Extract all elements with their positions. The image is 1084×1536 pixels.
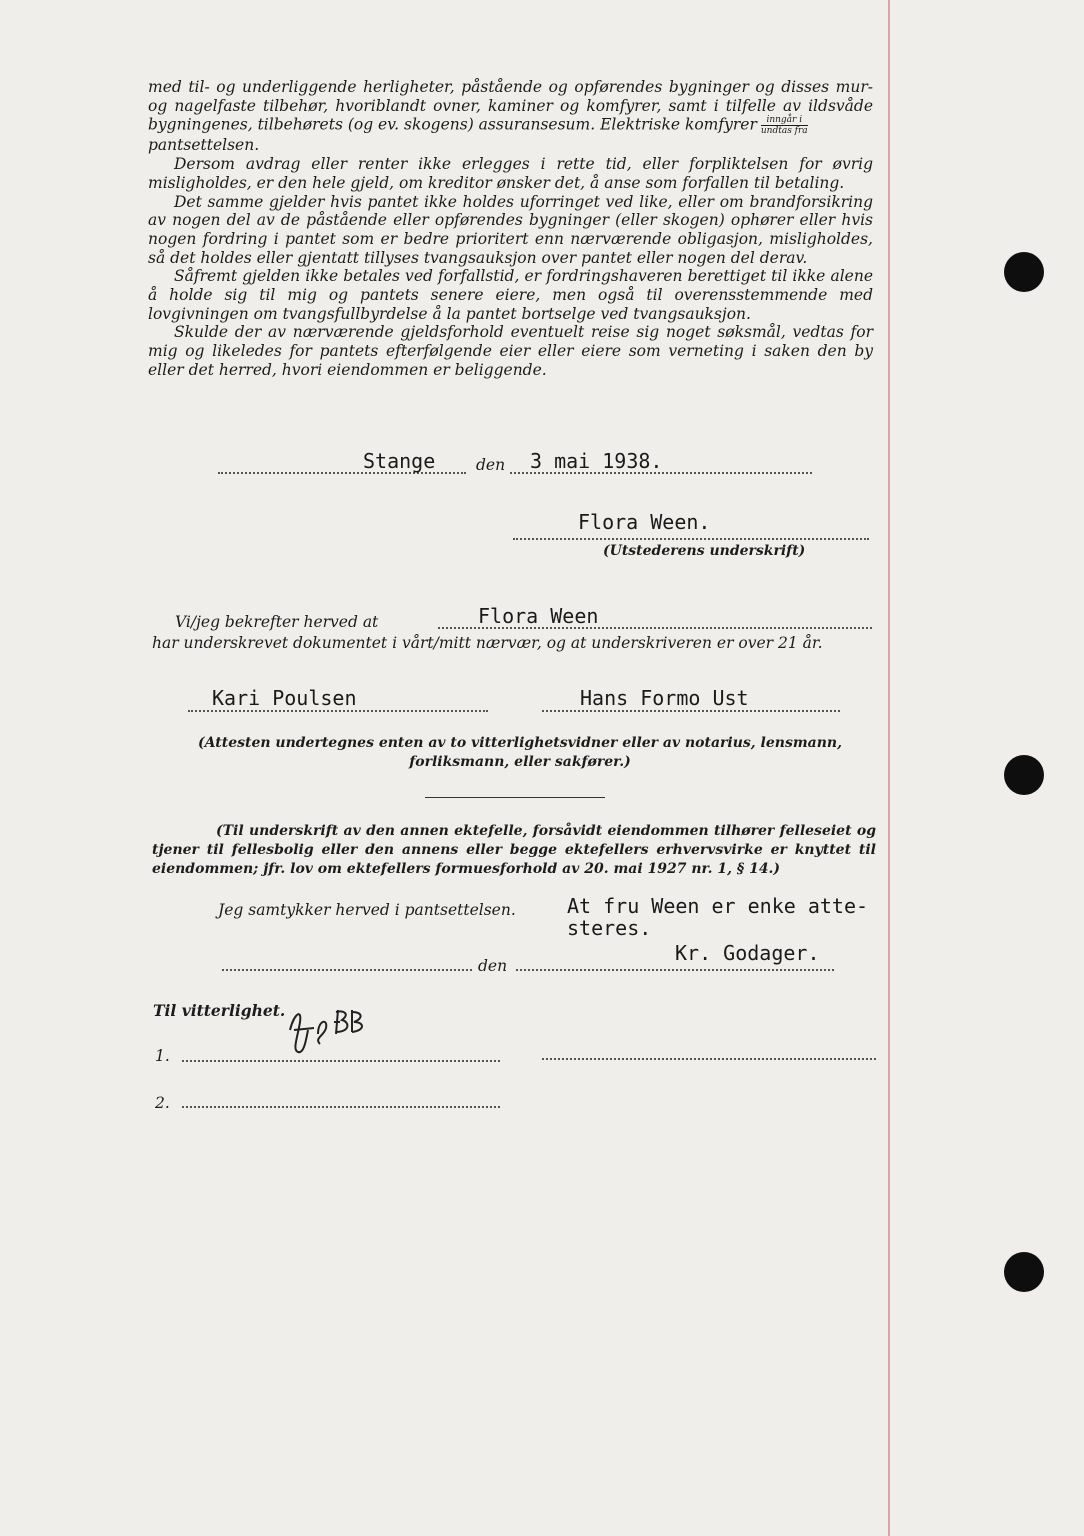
margin-rule bbox=[888, 0, 890, 1536]
consent-place-line bbox=[222, 969, 472, 971]
vitterlighet-handwriting bbox=[284, 1000, 374, 1058]
witness-right: Hans Formo Ust bbox=[580, 686, 749, 710]
issuer-signature: Flora Ween. bbox=[578, 510, 711, 534]
separator-rule bbox=[425, 797, 605, 798]
spouse-note: (Til underskrift av den annen ektefelle, forsåvidt eiendommen tilhører felleseiet og tjener til fellesbolig eller den annens eller begge ektefellers erhvervsvirke er knyttet til eiendommen; jfr. lov om ektefellers formuesforhold av 20. mai 1927 nr. 1, § 14.) bbox=[152, 823, 876, 877]
witness-number-2: 2. bbox=[155, 1094, 170, 1112]
paragraph-3: Det samme gjelder hvis pantet ikke holdes uforringet ved like, eller om brandforsikring av nogen del av de påstående eller opførendes bygninger (eller skogen) ophører eller hvis nogen fordring i pantet som er bedre prioritert enn nærværende obligasjon, misligholdes, så det holdes eller gjentatt tillyses tvangsauksjon over pantet eller nogen del derav. bbox=[148, 192, 873, 267]
paragraph-1: med til- og underliggende herligheter, påstående og opførendes bygninger og disses mur- og nagelfaste tilbehør, hvoriblandt ovner, kaminer og komfyrer, samt i tilfelle av ildsvåde bygningenes, tilbehørets (og ev. skogens) assuransesum. Elektriske komfyrer $\frac{\text{inngår i}}{\text{undtas fra}}$ bbox=[148, 78, 873, 137]
witness-number-1: 1. bbox=[155, 1047, 170, 1065]
paragraph-5: Skulde der av nærværende gjeldsforhold eventuelt reise sig noget søksmål, vedtas for mig og likeledes for pantets efterfølgende eier eller eiere som verneting i saken den by eller det herred, hvori eiendommen er beliggende. bbox=[148, 323, 873, 379]
consent-typed-line2: steres. bbox=[567, 916, 652, 940]
vitterlighet-line-1 bbox=[182, 1060, 500, 1062]
date-typed: 3 mai 1938. bbox=[530, 449, 663, 473]
punch-hole-top bbox=[1004, 252, 1044, 292]
consent-typed-line1: At fru Ween er enke atte- bbox=[567, 894, 869, 918]
paragraph-2: Dersom avdrag eller renter ikke erlegges i rette tid, eller forpliktelsen for øvrig misligholdes, er den hele gjeld, om kreditor ønsker det, å anse som forfallen til betaling. bbox=[148, 155, 873, 192]
body-text bbox=[148, 78, 873, 380]
confirmation-line2: har underskrevet dokumentet i vårt/mitt nærvær, og at underskriveren er over 21 år. bbox=[152, 634, 823, 652]
attest-note: (Attesten undertegnes enten av to vitterlighetsvidner eller av notarius, lensmann, forliksmann, eller sakfører.) bbox=[198, 735, 842, 770]
den-label: den bbox=[476, 456, 506, 474]
confirmation-lead: Vi/jeg bekrefter herved at bbox=[175, 613, 379, 631]
consent-signature: Kr. Godager. bbox=[675, 941, 820, 965]
witness-left-line bbox=[188, 710, 488, 712]
consent-lead: Jeg samtykker herved i pantsettelsen. bbox=[218, 901, 516, 919]
consent-signature-line bbox=[516, 969, 834, 971]
issuer-dotted-line bbox=[513, 538, 869, 540]
witness-right-line bbox=[542, 710, 840, 712]
komfyrer-fraction: $\frac{\text{inngår i}}{\text{undtas fra}}$ bbox=[760, 115, 808, 137]
witness-left: Kari Poulsen bbox=[212, 686, 357, 710]
punch-hole-bottom bbox=[1004, 1252, 1044, 1292]
vitterlighet-label: Til vitterlighet. bbox=[153, 1001, 286, 1020]
paragraph-1-end: pantsettelsen. bbox=[148, 136, 260, 155]
vitterlighet-line-1-right bbox=[542, 1058, 876, 1060]
vitterlighet-line-2 bbox=[182, 1106, 500, 1108]
confirmation-name: Flora Ween bbox=[478, 604, 599, 628]
issuer-caption: (Utstederens underskrift) bbox=[603, 543, 806, 559]
place-typed: Stange bbox=[363, 449, 436, 473]
paragraph-4: Såfremt gjelden ikke betales ved forfallstid, er fordringshaveren berettiget til ikke alene å holde sig til mig og pantets senere eiere, men også til overensstemmende med lovgivningen om tvangsfullbyrdelse å la pantet bortselge ved tvangsauksjon. bbox=[148, 267, 873, 323]
consent-den-label: den bbox=[478, 957, 508, 975]
punch-hole-middle bbox=[1004, 755, 1044, 795]
